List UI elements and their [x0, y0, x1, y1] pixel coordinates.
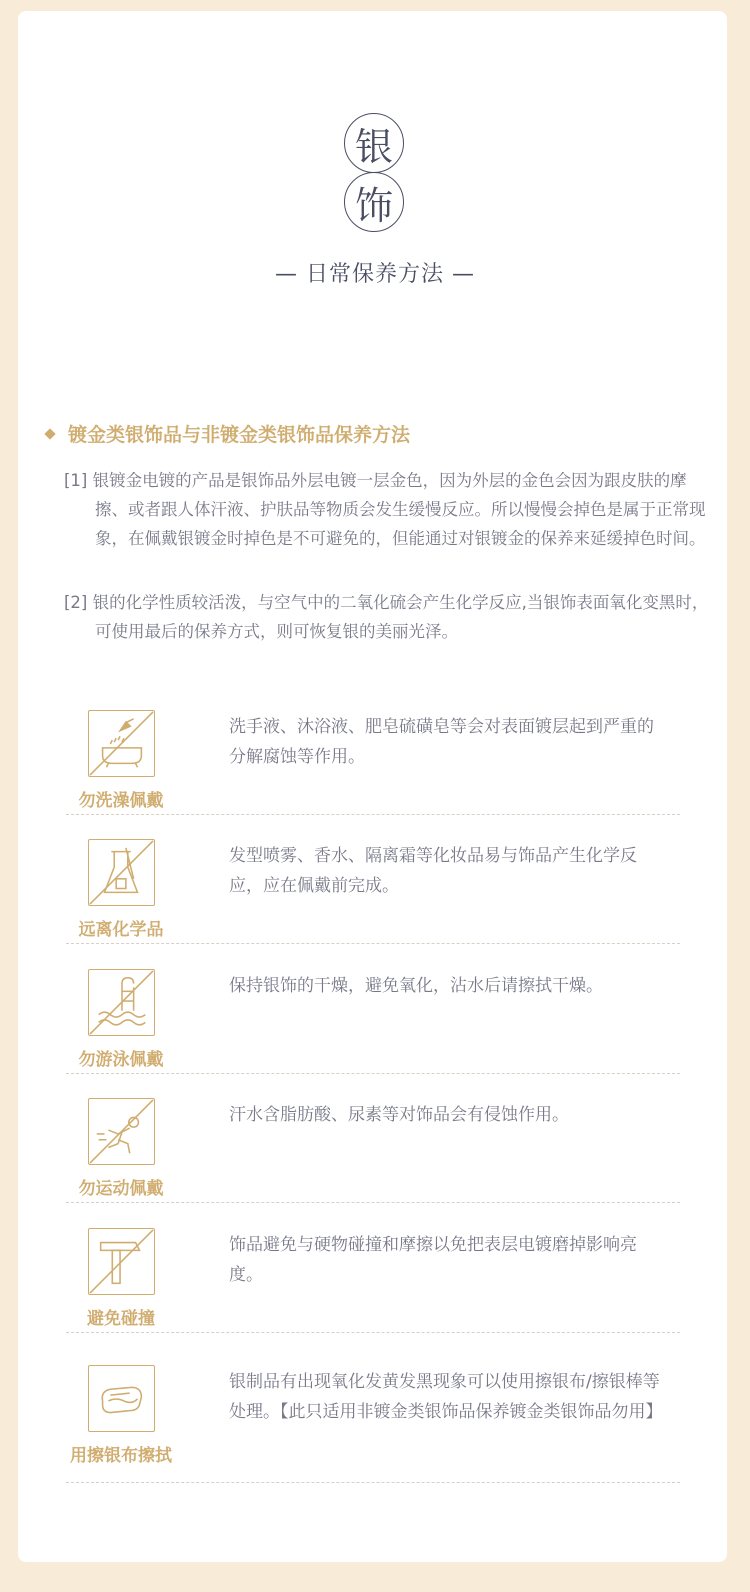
tip-label: 远离化学品 [78, 920, 164, 940]
dashed-divider [66, 943, 680, 944]
care-paragraph-1: [1] 银镀金电镀的产品是银饰品外层电镀一层金色，因为外层的金色会因为跟皮肤的摩擦、或者跟人体汗液、护肤品等物质会发生缓慢反应。所以慢慢会掉色是属于正常现象，在佩戴银镀金时掉色是不可避免的，但能通过对银镀金的保养来延缓掉色时间。 [64, 471, 706, 548]
dashed-divider [66, 1482, 680, 1483]
dashed-divider [66, 814, 680, 815]
page-subtitle: — 日常保养方法 — [275, 262, 475, 287]
diamond-bullet-icon [44, 428, 55, 439]
shower-bath-icon [88, 710, 155, 777]
title-char-ornament: 饰 [344, 172, 404, 232]
tip-description: 保持银饰的干燥，避免氧化，沾水后请擦拭干燥。 [229, 976, 603, 996]
dashed-divider [66, 1202, 680, 1203]
dashed-divider [66, 1332, 680, 1333]
tip-description: 汗水含脂肪酸、尿素等对饰品会有侵蚀作用。 [229, 1105, 569, 1125]
tip-label: 避免碰撞 [87, 1309, 155, 1329]
title-char-silver: 银 [344, 113, 404, 173]
dashed-divider [66, 1073, 680, 1074]
swimming-pool-icon [88, 969, 155, 1036]
tip-description: 银制品有出现氧化发黄发黑现象可以使用擦银布/擦银棒等处理。【此只适用非镀金类银饰品保养镀金类银饰品勿用】 [229, 1372, 663, 1422]
hammer-icon [88, 1228, 155, 1295]
running-icon [88, 1098, 155, 1165]
tip-label: 勿运动佩戴 [78, 1179, 164, 1199]
tip-description: 洗手液、沐浴液、肥皂硫磺皂等会对表面镀层起到严重的分解腐蚀等作用。 [229, 717, 654, 767]
section-heading-text: 镀金类银饰品与非镀金类银饰品保养方法 [68, 424, 411, 446]
tip-description: 饰品避免与硬物碰撞和摩擦以免把表层电镀磨掉影响亮度。 [229, 1235, 637, 1285]
tip-label: 勿游泳佩戴 [78, 1050, 164, 1070]
section-heading [44, 420, 410, 447]
tip-description: 发型喷雾、香水、隔离霜等化妆品易与饰品产生化学反应，应在佩戴前完成。 [229, 846, 637, 896]
tip-label: 用擦银布擦拭 [70, 1446, 172, 1466]
tip-label: 勿洗澡佩戴 [78, 791, 164, 811]
polishing-cloth-icon [88, 1365, 155, 1432]
care-paragraph-2: [2] 银的化学性质较活泼，与空气中的二氧化硫会产生化学反应,当银饰表面氧化变黑时，可使用最后的保养方式，则可恢复银的美丽光泽。 [64, 593, 709, 641]
chemical-flask-icon [88, 839, 155, 906]
